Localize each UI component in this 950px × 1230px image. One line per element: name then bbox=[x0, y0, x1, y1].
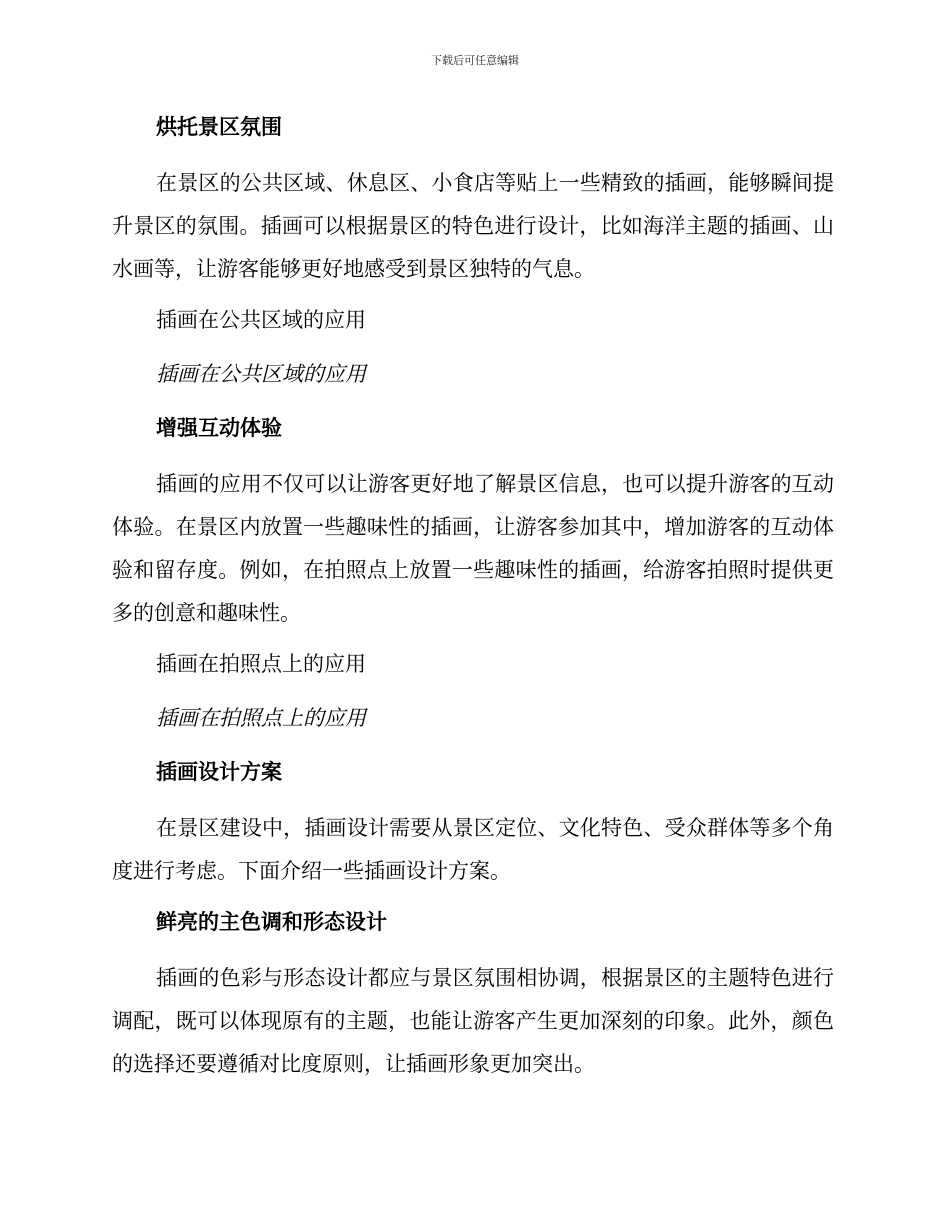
section-heading: 鲜亮的主色调和形态设计 bbox=[156, 909, 387, 934]
page-header: 下载后可任意编辑 bbox=[431, 54, 519, 67]
figure-caption: 插画在拍照点上的应用 bbox=[156, 652, 366, 676]
section-paragraph: 插画的色彩与形态设计都应与景区氛围相协调，根据景区的主题特色进行调配，既可以体现原有的主题，也能让游客产生更加深刻的印象。此外，颜色的选择还要遵循对比度原则，让插画形象更加突出。 bbox=[112, 966, 834, 1076]
section-paragraph: 在景区建设中，插画设计需要从景区定位、文化特色、受众群体等多个角度进行考虑。下面介绍一些插画设计方案。 bbox=[112, 816, 834, 883]
section-heading: 增强互动体验 bbox=[156, 415, 282, 440]
figure-caption: 插画在公共区域的应用 bbox=[156, 308, 366, 332]
section-heading: 插画设计方案 bbox=[156, 759, 282, 784]
figure-caption-italic: 插画在拍照点上的应用 bbox=[156, 706, 366, 730]
document-body bbox=[112, 108, 834, 1096]
section-paragraph: 插画的应用不仅可以让游客更好地了解景区信息，也可以提升游客的互动体验。在景区内放置一些趣味性的插画，让游客参加其中，增加游客的互动体验和留存度。例如，在拍照点上放置一些趣味性的插画，给游客拍照时提供更多的创意和趣味性。 bbox=[112, 472, 834, 625]
figure-caption-italic: 插画在公共区域的应用 bbox=[156, 362, 366, 386]
section-heading: 烘托景区氛围 bbox=[156, 114, 282, 139]
section-paragraph: 在景区的公共区域、休息区、小食店等贴上一些精致的插画，能够瞬间提升景区的氛围。插画可以根据景区的特色进行设计，比如海洋主题的插画、山水画等，让游客能够更好地感受到景区独特的气息。 bbox=[112, 171, 834, 281]
